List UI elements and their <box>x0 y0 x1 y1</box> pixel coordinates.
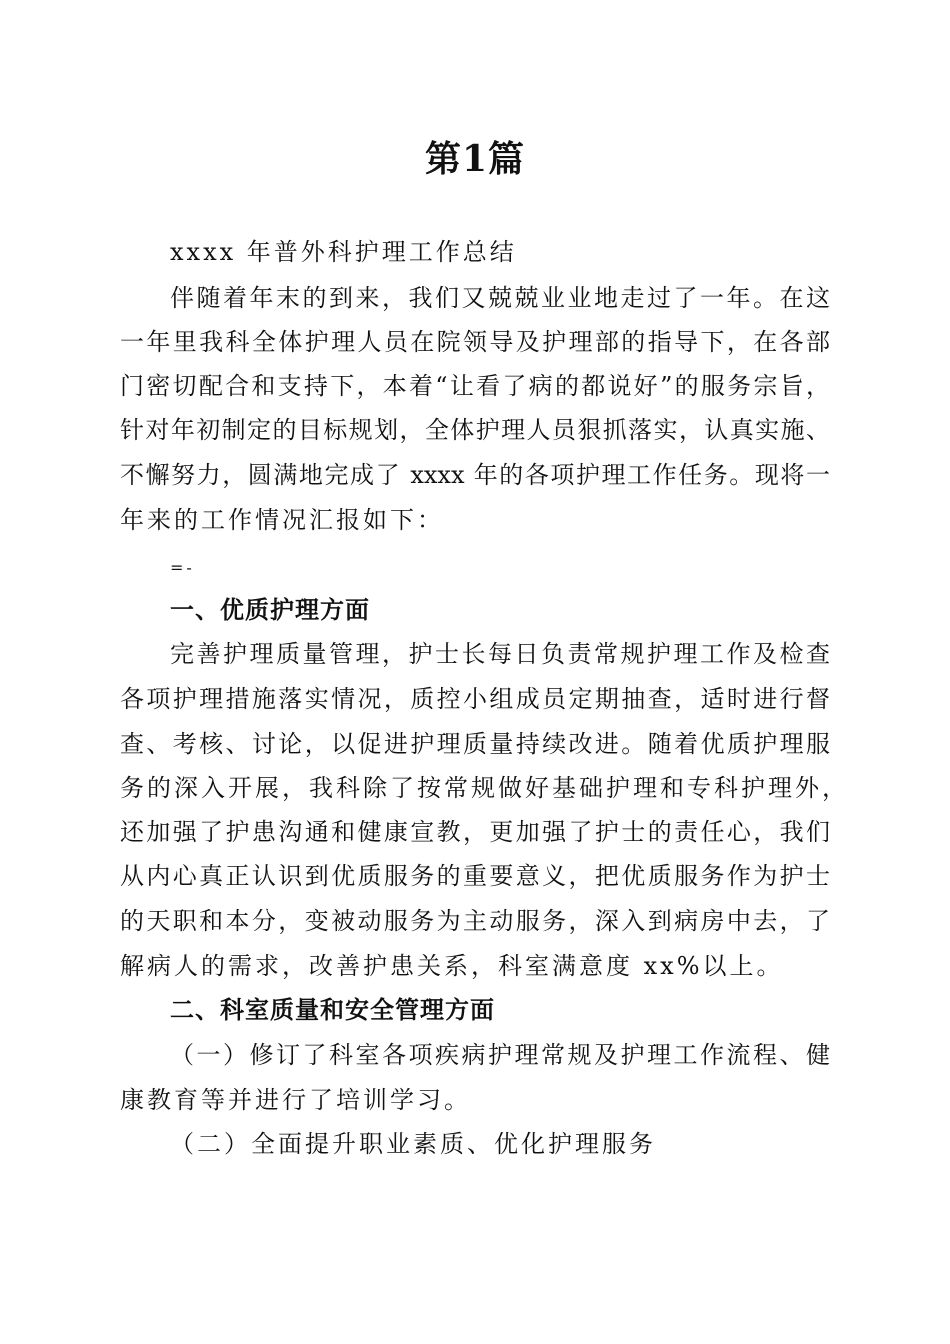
page-title: 第1篇 <box>424 138 526 180</box>
paragraph-line: 完善护理质量管理，护士长每日负责常规护理工作及检查 <box>170 640 830 668</box>
intro-line: 伴随着年末的到来，我们又兢兢业业地走过了一年。在这 <box>170 284 830 312</box>
intro-line: 门密切配合和支持下，本着“让看了病的都说好”的服务宗旨， <box>120 372 830 400</box>
paragraph-line: 各项护理措施落实情况，质控小组成员定期抽查，适时进行督 <box>120 685 830 713</box>
paragraph-line: 康教育等并进行了培训学习。 <box>120 1086 471 1114</box>
document-subtitle: xxxx 年普外科护理工作总结 <box>170 238 517 266</box>
paragraph-line: 务的深入开展，我科除了按常规做好基础护理和专科护理外， <box>120 774 849 802</box>
intro-line: 不懈努力，圆满地完成了 xxxx 年的各项护理工作任务。现将一 <box>120 461 830 489</box>
paragraph-line: （二）全面提升职业素质、优化护理服务 <box>170 1130 656 1158</box>
paragraph-line: 从内心真正认识到优质服务的重要意义，把优质服务作为护士 <box>120 862 830 890</box>
intro-line: 针对年初制定的目标规划，全体护理人员狠抓落实，认真实施、 <box>120 416 830 444</box>
paragraph-line: 查、考核、讨论，以促进护理质量持续改进。随着优质护理服 <box>120 730 830 758</box>
paragraph-line: （一）修订了科室各项疾病护理常规及护理工作流程、健 <box>170 1041 830 1069</box>
intro-line: 一年里我科全体护理人员在院领导及护理部的指导下，在各部 <box>120 328 830 356</box>
section-heading: 二、科室质量和安全管理方面 <box>170 996 495 1024</box>
separator-mark: =- <box>170 558 195 577</box>
intro-line: 年来的工作情况汇报如下： <box>120 506 444 534</box>
paragraph-line: 的天职和本分，变被动服务为主动服务，深入到病房中去，了 <box>120 907 830 935</box>
section-heading: 一、优质护理方面 <box>170 596 370 624</box>
paragraph-line: 还加强了护患沟通和健康宣教，更加强了护士的责任心，我们 <box>120 818 830 846</box>
paragraph-line: 解病人的需求，改善护患关系，科室满意度 xx%以上。 <box>120 952 784 980</box>
